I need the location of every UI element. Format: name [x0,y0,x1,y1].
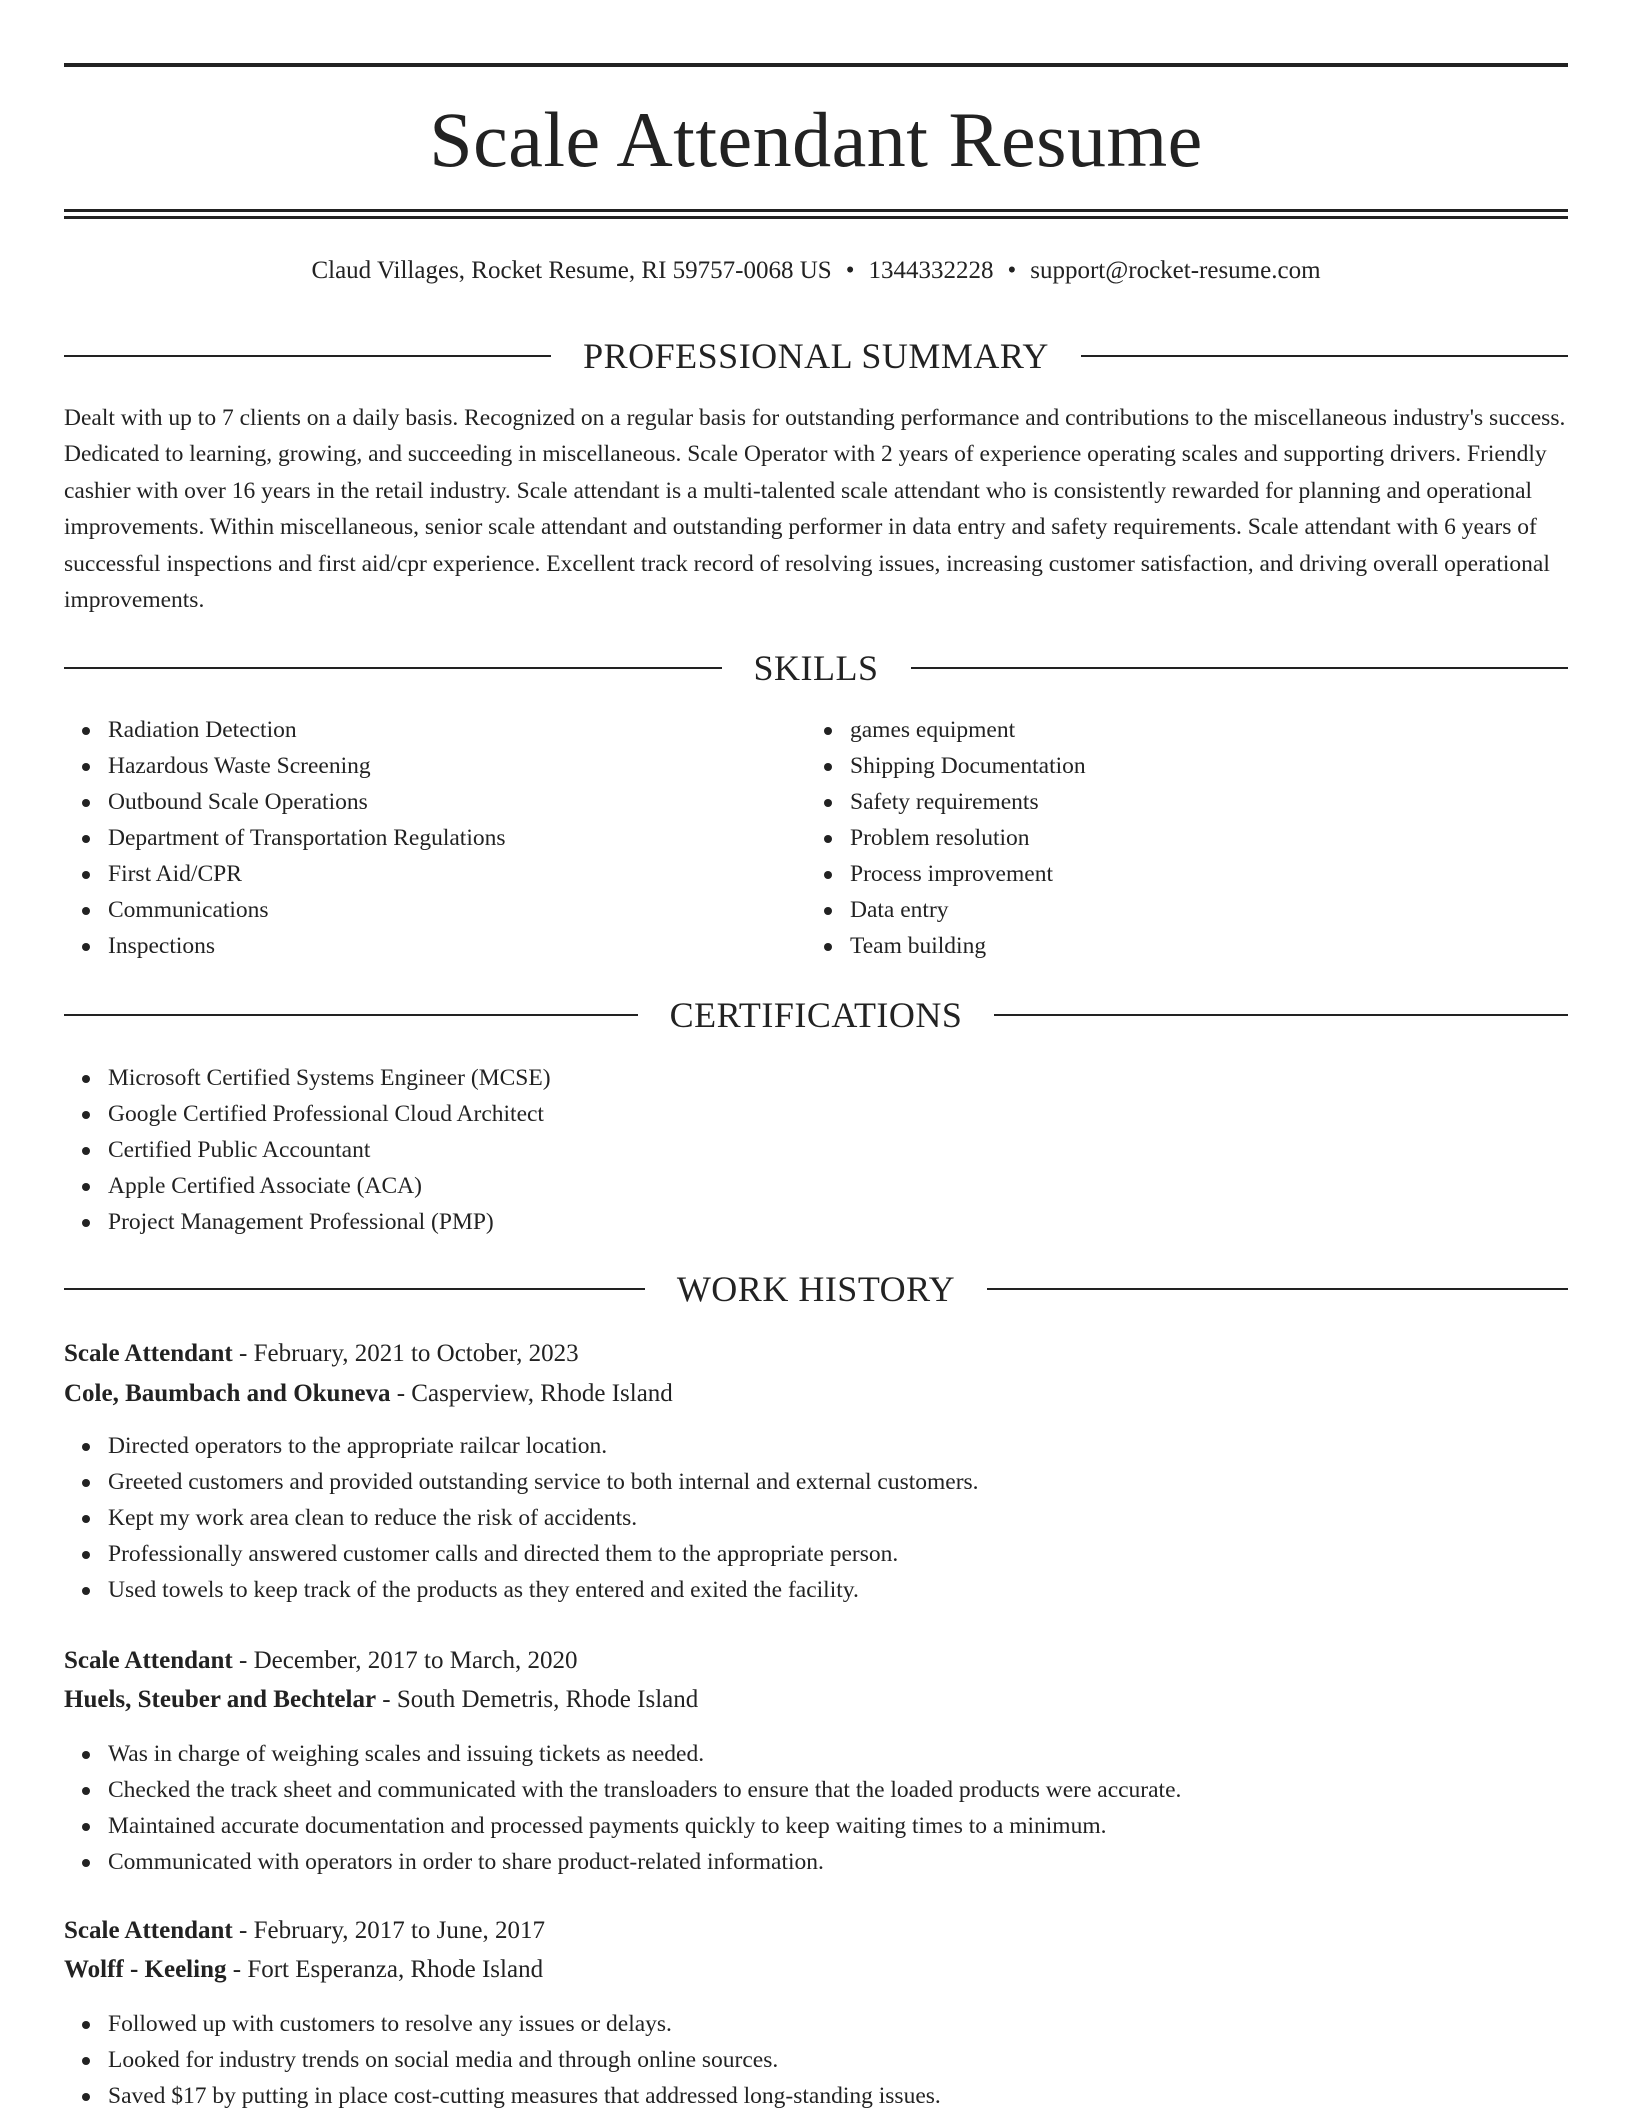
job-dates: February, 2021 to October, 2023 [253,1340,579,1367]
skill-item: Safety requirements [850,784,1550,820]
job-bullet: Looked for industry trends on social media and through online sources. [108,2042,1568,2078]
skill-item: Hazardous Waste Screening [108,748,808,784]
job-dates: February, 2017 to June, 2017 [253,1917,545,1944]
certifications-heading [64,993,1568,1037]
job-bullet: Kept my work area clean to reduce the risk of accidents. [108,1500,1568,1536]
heading-rule-right [1081,355,1568,357]
certification-item: Microsoft Certified Systems Engineer (MCSE) [108,1060,1508,1096]
heading-rule-right [911,667,1569,669]
heading-rule-left [64,667,722,669]
job-title: Scale Attendant [64,1917,233,1944]
certification-item: Project Management Professional (PMP) [108,1204,1508,1240]
contact-email: support@rocket-resume.com [1030,257,1321,284]
job-bullet: Maintained accurate documentation and processed payments quickly to keep waiting times to a minimum. [108,1808,1568,1844]
job-location: South Demetris, Rhode Island [396,1686,699,1713]
certification-item: Apple Certified Associate (ACA) [108,1168,1508,1204]
heading-rule-left [64,355,551,357]
job-company: Cole, Baumbach and Okuneva [64,1380,391,1407]
skills-list-right [806,712,1550,964]
job-location: Casperview, Rhode Island [411,1380,673,1407]
summary-text: Dealt with up to 7 clients on a daily basis. Recognized on a regular basis for outstanding performance and contributions to the miscellaneous industry's success. Dedicated to learning, growing, and succeeding in miscellaneous. Scale Operator with 2 years of experience operating scales and supporting drivers. Friendly cashier with over 16 years in the retail industry. Scale attendant is a multi-talented scale attendant who is consistently rewarded for planning and operational improvements. Within miscellaneous, senior scale attendant and outstanding performer in data entry and safety requirements. Scale attendant with 6 years of successful inspections and first aid/cpr experience. Excellent track record of resolving issues, increasing customer satisfaction, and driving overall operational improvements. [64,405,1566,614]
skills-list-left [64,712,808,964]
job-title: Scale Attendant [64,1340,233,1367]
skills-heading-label: SKILLS [753,648,879,688]
summary-heading [64,334,1568,378]
title-rule-lower [64,216,1568,219]
job-bullets [64,1736,1568,1880]
job-company: Wolff - Keeling [64,1956,227,1983]
work-history-heading [64,1267,1568,1311]
skill-item: Shipping Documentation [850,748,1550,784]
skill-item: Problem resolution [850,820,1550,856]
certification-item: Certified Public Accountant [108,1132,1508,1168]
heading-rule-right [987,1288,1568,1290]
heading-rule-left [64,1014,638,1016]
heading-rule-right [994,1014,1568,1016]
job-bullet: Communicated with operators in order to share product-related information. [108,1844,1568,1880]
skills-heading [64,646,1568,690]
job-company-line [64,1682,1568,1718]
job-joiner: - [226,1956,248,1983]
title-rule-upper [64,209,1568,212]
contact-separator: • [845,257,855,284]
contact-separator: • [1007,257,1017,284]
resume-title: Scale Attendant Resume [429,96,1203,183]
summary-heading-label: PROFESSIONAL SUMMARY [583,336,1049,376]
job-dates: December, 2017 to March, 2020 [253,1647,578,1674]
job-bullet: Directed operators to the appropriate railcar location. [108,1428,1568,1464]
job-bullets [64,1428,1568,1608]
skill-item: Communications [108,892,808,928]
skill-item: Team building [850,928,1550,964]
job-joiner: - [390,1380,412,1407]
job-joiner: - [232,1340,254,1367]
contact-phone: 1344332228 [868,257,994,284]
certification-item: Google Certified Professional Cloud Architect [108,1096,1508,1132]
job-location: Fort Esperanza, Rhode Island [247,1956,544,1983]
job-bullet: Was in charge of weighing scales and issuing tickets as needed. [108,1736,1568,1772]
top-rule [64,63,1568,67]
certifications-heading-label: CERTIFICATIONS [669,995,963,1035]
skill-item: Outbound Scale Operations [108,784,808,820]
skill-item: Data entry [850,892,1550,928]
contact-address: Claud Villages, Rocket Resume, RI 59757-0068 US [311,257,832,284]
job-company: Huels, Steuber and Bechtelar [64,1686,377,1713]
job-bullet: Professionally answered customer calls and directed them to the appropriate person. [108,1536,1568,1572]
skill-item: Department of Transportation Regulations [108,820,808,856]
job-title: Scale Attendant [64,1647,233,1674]
job-bullet: Saved $17 by putting in place cost-cutting measures that addressed long-standing issues. [108,2078,1568,2114]
certifications-list [64,1060,1508,1240]
skill-item: Radiation Detection [108,712,808,748]
heading-rule-left [64,1288,645,1290]
job-company-line [64,1376,1568,1412]
job-bullet: Greeted customers and provided outstanding service to both internal and external customers. [108,1464,1568,1500]
work-history-heading-label: WORK HISTORY [676,1269,956,1309]
job-joiner: - [232,1917,254,1944]
skill-item: First Aid/CPR [108,856,808,892]
job-joiner: - [376,1686,397,1713]
job-title-line [64,1336,1568,1372]
job-bullets [64,2006,1568,2114]
skill-item: games equipment [850,712,1550,748]
job-title-line [64,1643,1568,1679]
contact-line [64,254,1568,288]
skill-item: Process improvement [850,856,1550,892]
job-bullet: Used towels to keep track of the products as they entered and exited the facility. [108,1572,1568,1608]
skill-item: Inspections [108,928,808,964]
job-company-line [64,1952,1568,1988]
job-bullet: Checked the track sheet and communicated with the transloaders to ensure that the loaded products were accurate. [108,1772,1568,1808]
job-title-line [64,1913,1568,1949]
job-joiner: - [232,1647,254,1674]
job-bullet: Followed up with customers to resolve any issues or delays. [108,2006,1568,2042]
